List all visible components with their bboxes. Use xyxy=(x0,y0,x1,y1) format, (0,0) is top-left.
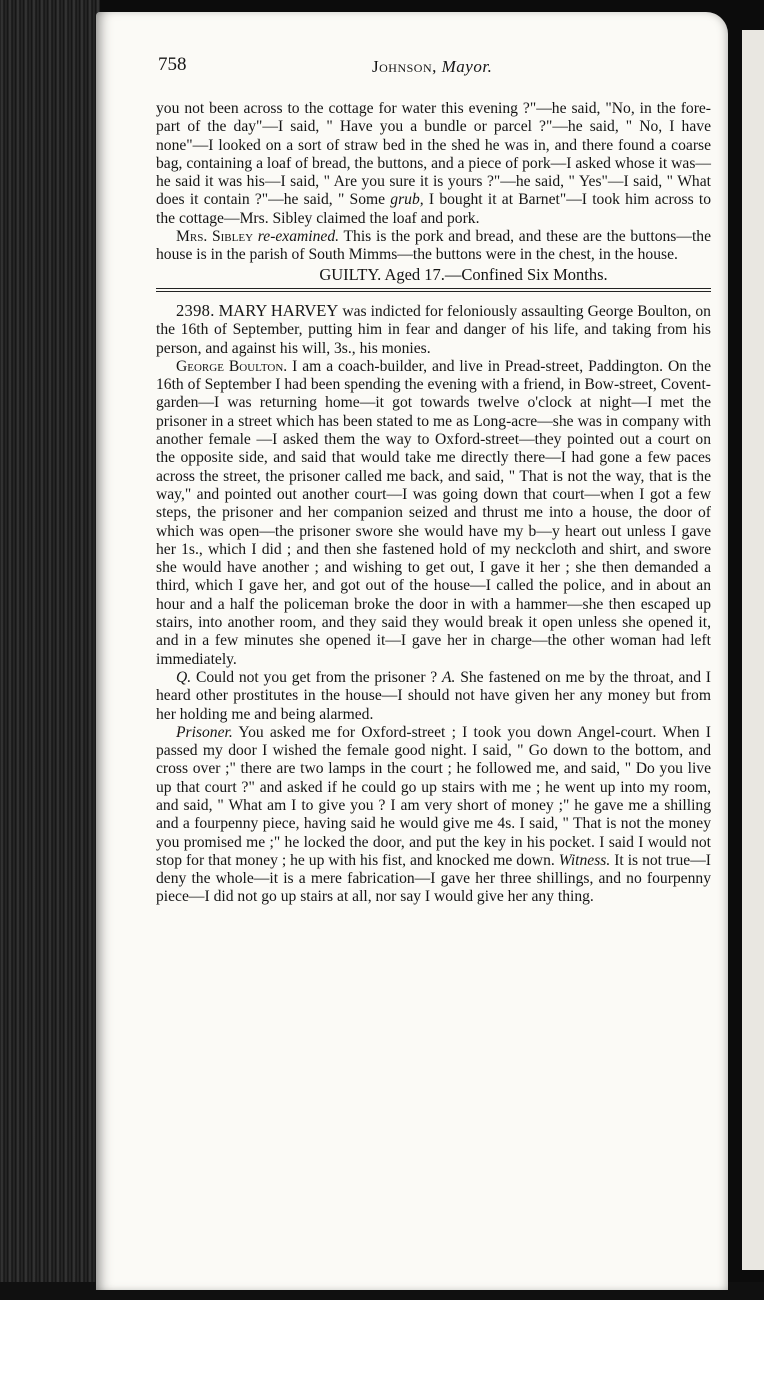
trial-number: 2398. xyxy=(176,300,215,320)
adjacent-page-edge xyxy=(742,30,764,1270)
case-divider xyxy=(156,288,711,292)
page-number: 758 xyxy=(158,54,187,75)
reexamination-label: re-examined. xyxy=(257,228,340,246)
running-header xyxy=(156,56,711,86)
book-spine xyxy=(0,0,100,1300)
answer-label: A. xyxy=(442,668,456,686)
question-label: Q. xyxy=(176,668,192,686)
verdict-line: GUILTY. Aged 17.—Confined Six Months. xyxy=(319,264,608,284)
witness-name: George Boulton. xyxy=(176,357,288,375)
reexamination-paragraph: Mrs. Sibley re-examined. This is the pork and bread, and these are the buttons—the house is in the parish of South Mimms—the buttons were in the chest, in the house. xyxy=(156,228,712,264)
witness-testimony-paragraph: George Boulton. I am a coach-builder, and live in Pread-street, Paddington. On the 16th of September I had been spending the evening with a friend, in Bow-street, Covent-garden—I was returning home—it got towards twelve o'clock at night—I met the prisoner in a street which has been stated to me as Long-acre—she was in company with another female —I asked them the way to Oxford-street—they pointed out a court on the opposite side, and said that would take me directly there—I had gone a few paces across the street, the prisoner called me back, and said, " That is not the way, that is the way," and pointed out another court—I was going down that court—when I got a few steps, the prisoner and her companion seized and thrust me into a house, the door of which was open—the prisoner swore she would have my b—y heart out unless I gave her 1s., which I did ; and then she fastened hold of my neckcloth and shirt, and swore she would have another ; and wishing to get out, I gave it her ; she then demanded a third, which I gave her, and got out of the house—I called the police, and in about an hour and a half the policeman broke the door in with a hammer—she then escaped up stairs, into another room, and they said they would break it open unless she opened it, and in a few minutes she opened it—I gave her in charge—the other woman had left immediately. xyxy=(156,357,711,668)
previous-testimony-paragraph: you not been across to the cottage for water this evening ?"—he said, "No, in the fore-part of the day"—I said, " Have you a bundle or parcel ?"—he said, " No, I have none"—I looked on a sort of straw bed in the shed he was in, and there found a coarse bag, containing a loaf of bread, the buttons, and a piece of pork—I asked whose it was—he said it was his—I said, " Are you sure it is yours ?"—he said, " Yes"—I said, " What does it contain ?"—he said, " Some grub, I bought it at Barnet"—I took him across to the cottage—Mrs. Sibley claimed the loaf and pork. xyxy=(156,100,712,227)
running-title xyxy=(372,58,492,76)
page-content xyxy=(156,56,711,907)
running-title-surname: Johnson, xyxy=(372,57,437,76)
prisoner-label: Prisoner. xyxy=(176,723,233,741)
witness-label: Witness. xyxy=(558,851,611,869)
reexamination-speaker: Mrs. Sibley xyxy=(176,228,254,246)
scan-margin xyxy=(0,1300,764,1398)
prisoner-statement-paragraph: Prisoner. You asked me for Oxford-street ; I took you down Angel-court. When I passed my door I wished the female good night. I said, " Go down to the bottom, and cross over ;" there are two lamps in the court ; he followed me, and said, " Do you live up that court ?" and asked if he could go up stairs with me ; he went up into my room, and said, " What am I to give you ? I am very short of money ;" he gave me a shilling and a fourpenny piece, having said he would give me 4s. I said, " That is not the money you promised me ;" he locked the door, and put the key in his pocket. I said I would not stop for that money ; he up with his fist, and knocked me down. Witness. It is not true—I deny the whole—it is a mere fabrication—I gave her three shillings, and no fourpenny piece—I did not go up stairs at all, nor say I would give her any thing. xyxy=(156,723,711,906)
running-title-office: Mayor. xyxy=(441,57,493,76)
defendant-name: MARY HARVEY xyxy=(218,300,339,320)
indictment-paragraph: 2398. MARY HARVEY was indicted for feloniously assaulting George Boulton, on the 16th of September, putting him in fear and danger of his life, and taking from his person, and against his will, 3s., his monies. xyxy=(156,300,711,357)
question-answer-paragraph: Q. Could not you get from the prisoner ? A. She fastened on me by the throat, and I heard other prostitutes in the house—I should not have given her any money but from her holding me and being alarmed. xyxy=(156,668,711,723)
